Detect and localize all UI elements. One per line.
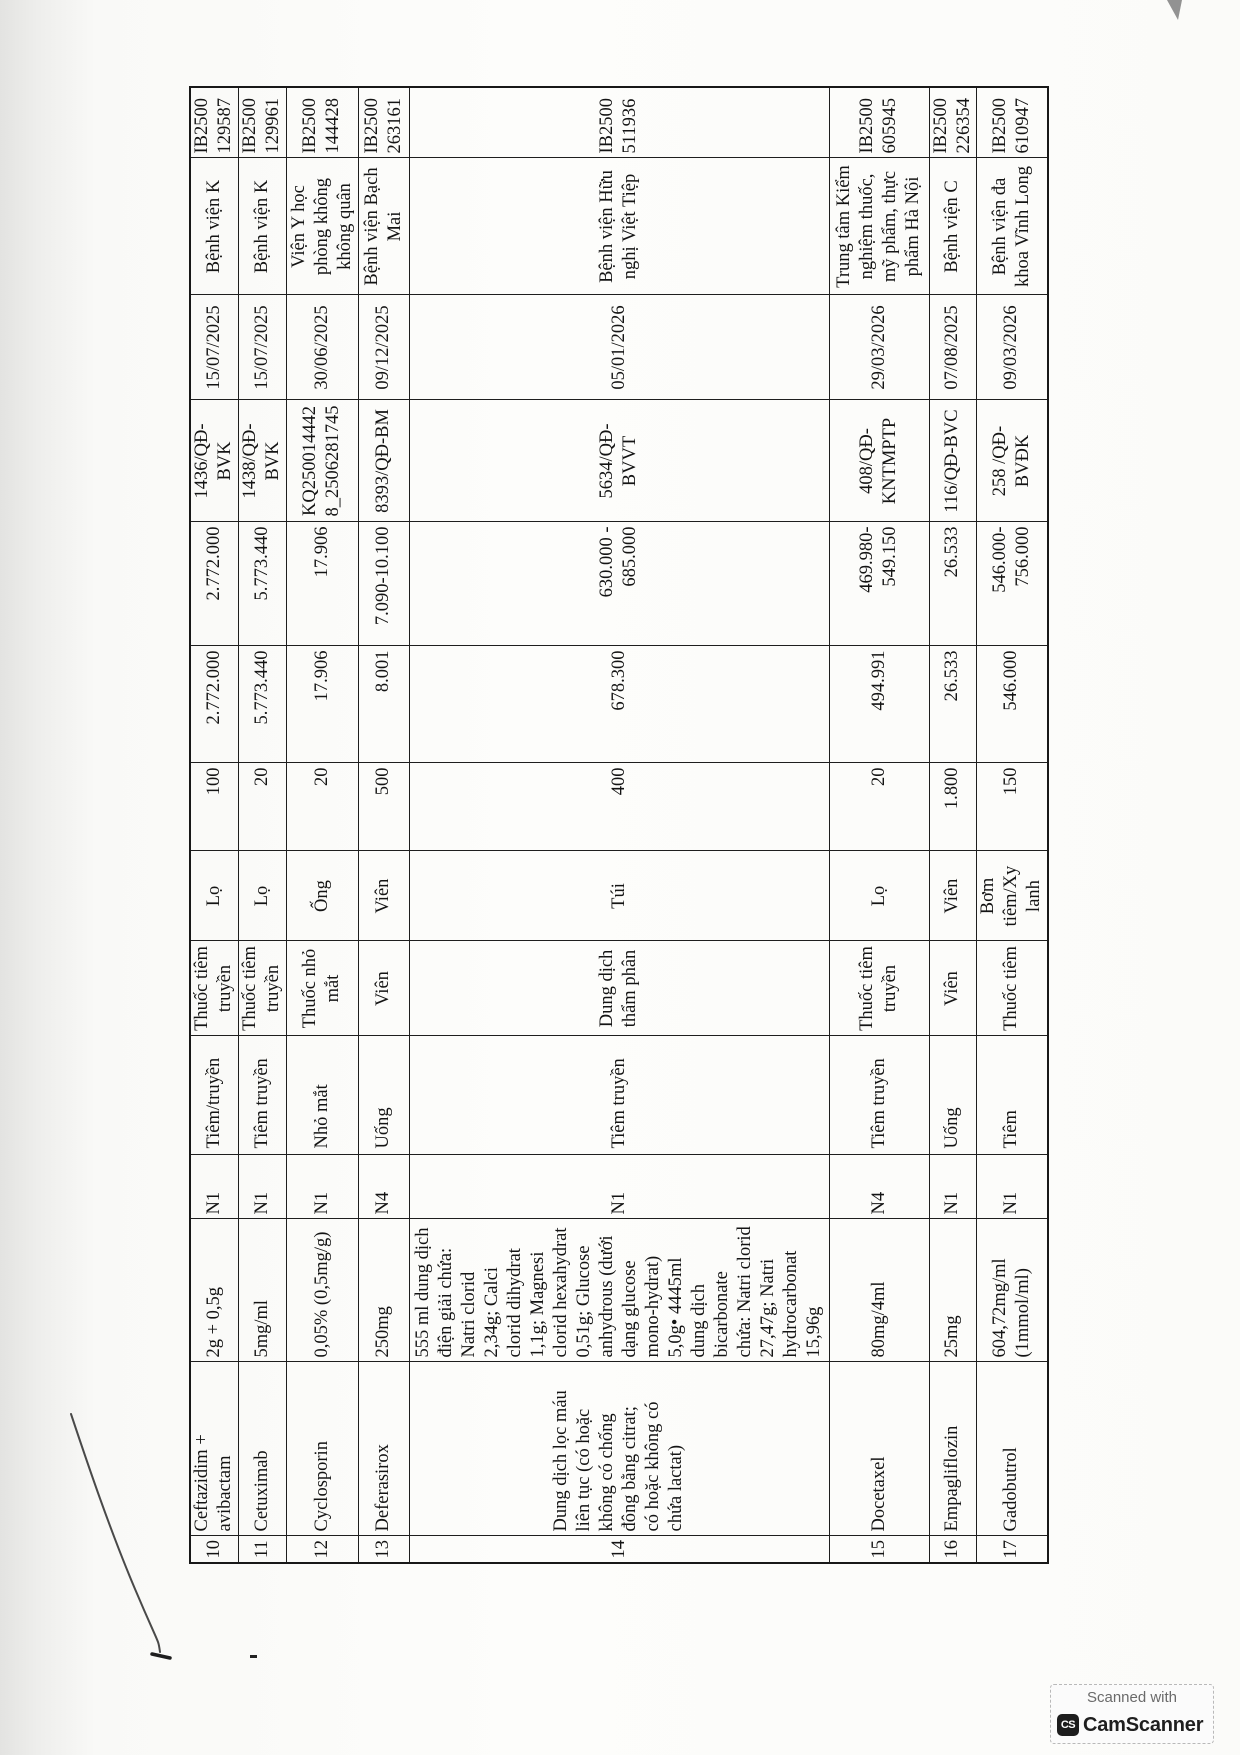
table-row	[190, 87, 238, 1563]
decision-date-cell: 15/07/2025	[190, 295, 238, 400]
watermark-caption: Scanned with	[1086, 1689, 1178, 1706]
decision-date-cell: 05/01/2026	[409, 295, 829, 400]
unit-cell: Bơm tiêm/Xy lanh	[976, 851, 1048, 941]
decision-number-cell: 258 /QĐ- BVĐK	[976, 400, 1048, 522]
row-number-cell: 11	[238, 1536, 286, 1563]
decision-number-cell: 116/QĐ-BVC	[929, 400, 976, 522]
facility-cell: Bệnh viện C	[929, 158, 976, 295]
drug-group-cell: N1	[238, 1155, 286, 1219]
table-row	[829, 87, 929, 1563]
dosage-form-cell: Thuốc tiêm truyền	[238, 941, 286, 1036]
facility-cell: Trung tâm Kiểm nghiệm thuốc, mỹ phẩm, thực phẩm Hà Nội	[829, 158, 929, 295]
drug-group-cell: N4	[829, 1155, 929, 1219]
bid-code-cell: IB2500 605945	[829, 87, 929, 158]
table-row	[238, 87, 286, 1563]
route-cell: Uống	[358, 1036, 409, 1155]
route-cell: Uống	[929, 1036, 976, 1155]
dosage-form-cell: Thuốc tiêm	[976, 941, 1048, 1036]
quantity-cell: 20	[829, 763, 929, 851]
drug-group-cell: N4	[358, 1155, 409, 1219]
row-number-cell: 17	[976, 1536, 1048, 1563]
table-row	[286, 87, 358, 1563]
price-range-cell: 5.773.440	[238, 522, 286, 646]
concentration-cell: 0,05% (0,5mg/g)	[286, 1219, 358, 1362]
route-cell: Tiêm truyền	[238, 1036, 286, 1155]
unit-price-cell: 2.772.000	[190, 646, 238, 763]
decision-date-cell: 09/03/2026	[976, 295, 1048, 400]
dosage-form-cell: Viên	[358, 941, 409, 1036]
route-cell: Tiêm truyền	[409, 1036, 829, 1155]
price-range-cell: 26.533	[929, 522, 976, 646]
decision-number-cell: KQ250014442 8_2506281745	[286, 400, 358, 522]
price-range-cell: 546.000- 756.000	[976, 522, 1048, 646]
facility-cell: Bệnh viện K	[190, 158, 238, 295]
unit-price-cell: 678.300	[409, 646, 829, 763]
decision-number-cell: 5634/QĐ- BVVT	[409, 400, 829, 522]
camscanner-logo-icon: CS	[1057, 1714, 1079, 1736]
rotated-table-sheet	[189, 88, 1047, 1564]
quantity-cell: 1.800	[929, 763, 976, 851]
quantity-cell: 500	[358, 763, 409, 851]
unit-cell: Ống	[286, 851, 358, 941]
drug-name-cell: Gadobutrol	[976, 1362, 1048, 1536]
watermark-brand-row	[1057, 1712, 1203, 1738]
decision-date-cell: 07/08/2025	[929, 295, 976, 400]
unit-price-cell: 17.906	[286, 646, 358, 763]
unit-cell: Lọ	[238, 851, 286, 941]
price-range-cell: 7.090-10.100	[358, 522, 409, 646]
quantity-cell: 100	[190, 763, 238, 851]
bid-code-cell: IB2500 610947	[976, 87, 1048, 158]
drug-name-cell: Cyclosporin	[286, 1362, 358, 1536]
bid-code-cell: IB2500 511936	[409, 87, 829, 158]
quantity-cell: 150	[976, 763, 1048, 851]
dosage-form-cell: Thuốc nhỏ mắt	[286, 941, 358, 1036]
table-row	[976, 87, 1048, 1563]
row-number-cell: 10	[190, 1536, 238, 1563]
drug-group-cell: N1	[929, 1155, 976, 1219]
corner-smudge-mark	[1167, 0, 1182, 20]
price-range-cell: 630.000 - 685.000	[409, 522, 829, 646]
drug-name-cell: Empagliflozin	[929, 1362, 976, 1536]
facility-cell: Bệnh viện đa khoa Vĩnh Long	[976, 158, 1048, 295]
bid-code-cell: IB2500 226354	[929, 87, 976, 158]
unit-price-cell: 26.533	[929, 646, 976, 763]
table-row	[409, 87, 829, 1563]
row-number-cell: 12	[286, 1536, 358, 1563]
quantity-cell: 20	[286, 763, 358, 851]
facility-cell: Bệnh viện Bạch Mai	[358, 158, 409, 295]
concentration-cell: 250mg	[358, 1219, 409, 1362]
drug-name-cell: Cetuximab	[238, 1362, 286, 1536]
table-row	[929, 87, 976, 1563]
page-edge-hook-mark	[152, 1654, 170, 1658]
page-edge-shadow-line	[71, 1414, 160, 1652]
quantity-cell: 20	[238, 763, 286, 851]
table-row	[358, 87, 409, 1563]
dosage-form-cell: Thuốc tiêm truyền	[829, 941, 929, 1036]
scan-dash-mark	[250, 1655, 257, 1658]
unit-cell: Lọ	[829, 851, 929, 941]
quantity-cell: 400	[409, 763, 829, 851]
bid-code-cell: IB2500 129587	[190, 87, 238, 158]
unit-price-cell: 8.001	[358, 646, 409, 763]
unit-price-cell: 546.000	[976, 646, 1048, 763]
decision-date-cell: 09/12/2025	[358, 295, 409, 400]
drug-name-cell: Deferasirox	[358, 1362, 409, 1536]
unit-cell: Viên	[929, 851, 976, 941]
concentration-cell: 2g + 0,5g	[190, 1219, 238, 1362]
route-cell: Tiêm/truyền	[190, 1036, 238, 1155]
row-number-cell: 16	[929, 1536, 976, 1563]
drug-group-cell: N1	[409, 1155, 829, 1219]
route-cell: Tiêm	[976, 1036, 1048, 1155]
facility-cell: Bệnh viện K	[238, 158, 286, 295]
concentration-cell: 604,72mg/ml (1mmol/ml)	[976, 1219, 1048, 1362]
decision-number-cell: 1436/QĐ- BVK	[190, 400, 238, 522]
decision-date-cell: 29/03/2026	[829, 295, 929, 400]
decision-date-cell: 30/06/2025	[286, 295, 358, 400]
dosage-form-cell: Dung dịch thẩm phân	[409, 941, 829, 1036]
dosage-form-cell: Viên	[929, 941, 976, 1036]
decision-date-cell: 15/07/2025	[238, 295, 286, 400]
concentration-cell: 5mg/ml	[238, 1219, 286, 1362]
route-cell: Nhỏ mắt	[286, 1036, 358, 1155]
bid-code-cell: IB2500 144428	[286, 87, 358, 158]
facility-cell: Viện Y học phòng không không quân	[286, 158, 358, 295]
decision-number-cell: 1438/QĐ- BVK	[238, 400, 286, 522]
price-range-cell: 2.772.000	[190, 522, 238, 646]
unit-price-cell: 5.773.440	[238, 646, 286, 763]
drug-price-table	[189, 86, 1049, 1564]
watermark-brand: CamScanner	[1083, 1713, 1204, 1736]
unit-cell: Viên	[358, 851, 409, 941]
facility-cell: Bệnh viện Hữu nghị Việt Tiệp	[409, 158, 829, 295]
drug-name-cell: Docetaxel	[829, 1362, 929, 1536]
decision-number-cell: 8393/QĐ-BM	[358, 400, 409, 522]
drug-group-cell: N1	[976, 1155, 1048, 1219]
drug-group-cell: N1	[190, 1155, 238, 1219]
row-number-cell: 15	[829, 1536, 929, 1563]
bid-code-cell: IB2500 129961	[238, 87, 286, 158]
drug-name-cell: Ceftazidim + avibactam	[190, 1362, 238, 1536]
unit-cell: Túi	[409, 851, 829, 941]
dosage-form-cell: Thuốc tiêm truyền	[190, 941, 238, 1036]
price-range-cell: 17.906	[286, 522, 358, 646]
drug-group-cell: N1	[286, 1155, 358, 1219]
camscanner-watermark	[1050, 1684, 1214, 1744]
bid-code-cell: IB2500 263161	[358, 87, 409, 158]
concentration-cell: 555 ml dung dịch điện giải chứa: Natri clorid 2,34g; Calci clorid dihydrat 1,1g; Magnesi clorid hexahydrat 0,51g; Glucose anhydrous (dưới dạng glucose mono-hydrat) 5,0g• 4445ml dung dịch bicarbonate chứa: Natri clorid 27,47g; Natri hydrocarbonat 15,96g	[409, 1219, 829, 1362]
concentration-cell: 80mg/4ml	[829, 1219, 929, 1362]
decision-number-cell: 408/QĐ- KNTMPTP	[829, 400, 929, 522]
row-number-cell: 14	[409, 1536, 829, 1563]
unit-cell: Lọ	[190, 851, 238, 941]
drug-name-cell: Dung dịch lọc máu liên tục (có hoặc không có chống đông bằng citrat; có hoặc không có chứa lactat)	[409, 1362, 829, 1536]
unit-price-cell: 494.991	[829, 646, 929, 763]
price-range-cell: 469.980- 549.150	[829, 522, 929, 646]
row-number-cell: 13	[358, 1536, 409, 1563]
concentration-cell: 25mg	[929, 1219, 976, 1362]
route-cell: Tiêm truyền	[829, 1036, 929, 1155]
